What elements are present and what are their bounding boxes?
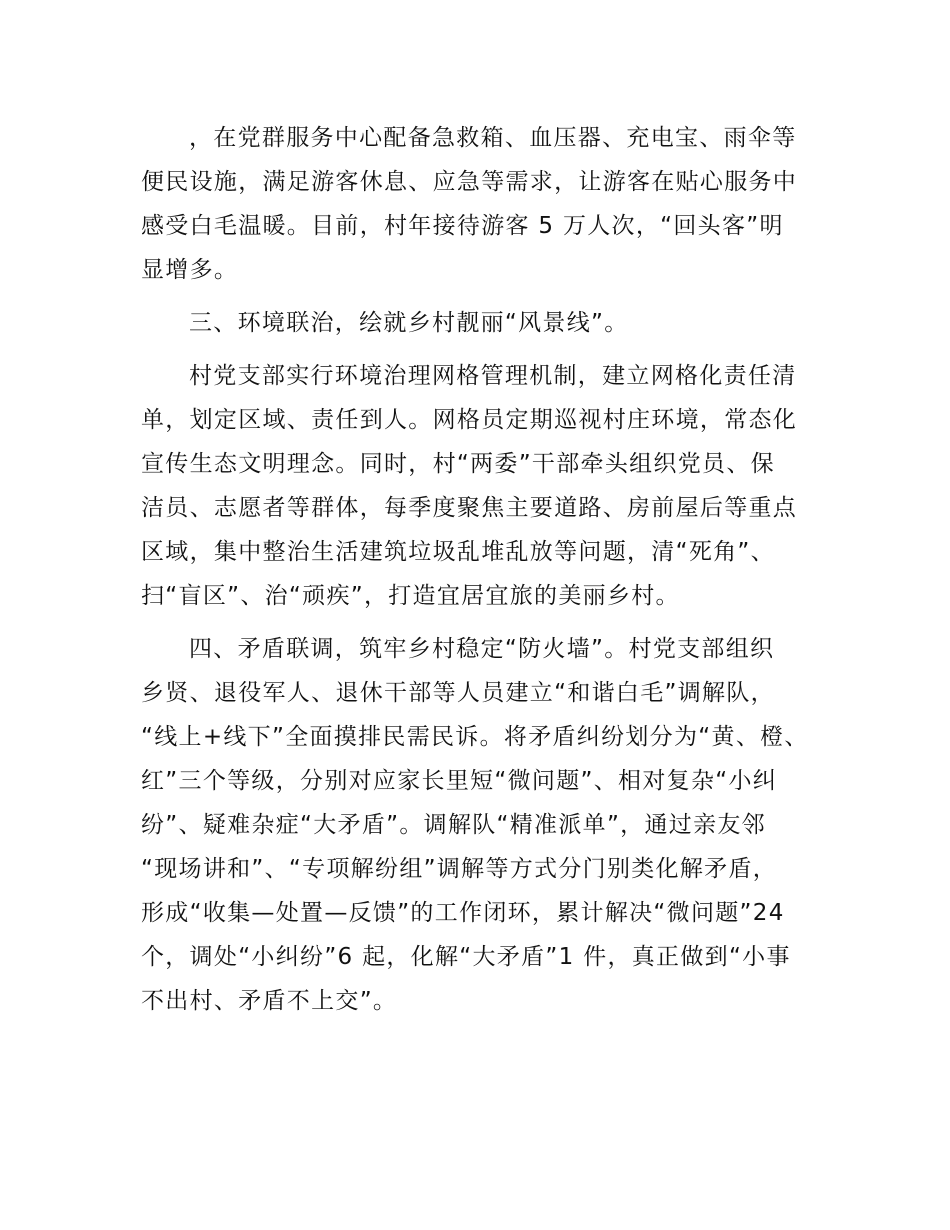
text-line: 红”三个等级，分别对应家长里短“微问题”、相对复杂“小纠 — [141, 768, 778, 794]
text-line: ，在党群服务中心配备急救箱、血压器、充电宝、雨伞等 — [189, 125, 797, 151]
text-line: 纷”、疑难杂症“大矛盾”。调解队“精准派单”，通过亲友邻 — [141, 812, 766, 838]
text-line: “线上+线下”全面摸排民需民诉。将矛盾纠纷划分为“黄、橙、 — [141, 724, 809, 750]
text-line: 宣传生态文明理念。同时，村“两委”干部牵头组织党员、保 — [141, 451, 775, 477]
document-body — [141, 116, 831, 1023]
text-line: 形成“收集—处置—反馈”的工作闭环，累计解决“微问题”24 — [141, 900, 785, 926]
text-line: 村党支部实行环境治理网格管理机制，建立网格化责任清 — [189, 363, 797, 389]
section-heading-environment — [141, 301, 831, 345]
text-line: 扫“盲区”、治“顽疾”，打造宜居宜旅的美丽乡村。 — [141, 583, 680, 609]
text-line: 洁员、志愿者等群体，每季度聚焦主要道路、房前屋后等重点 — [141, 495, 798, 521]
text-line: 便民设施，满足游客休息、应急等需求，让游客在贴心服务中 — [141, 169, 798, 195]
paragraph-environment — [141, 354, 831, 618]
text-line: 个，调处“小纠纷”6 起，化解“大矛盾”1 件，真正做到“小事 — [141, 944, 791, 970]
paragraph-service — [141, 116, 831, 292]
text-line: “现场讲和”、“专项解纷组”调解等方式分门别类化解矛盾， — [141, 856, 778, 882]
text-line: 乡贤、退役军人、退休干部等人员建立“和谐白毛”调解队， — [141, 680, 775, 706]
text-line: 四、矛盾联调，筑牢乡村稳定“防火墙”。村党支部组织 — [189, 636, 775, 662]
paragraph-mediation — [141, 627, 831, 1023]
text-line: 区域，集中整治生活建筑垃圾乱堆乱放等问题，清“死角”、 — [141, 539, 775, 565]
text-line: 不出村、矛盾不上交”。 — [141, 988, 398, 1014]
text-line: 感受白毛温暖。目前，村年接待游客 5 万人次，“回头客”明 — [141, 213, 784, 239]
text-line: 显增多。 — [141, 257, 239, 283]
text-line: 单，划定区域、责任到人。网格员定期巡视村庄环境，常态化 — [141, 407, 798, 433]
heading-text: 三、环境联治，绘就乡村靓丽“风景线”。 — [189, 310, 629, 336]
